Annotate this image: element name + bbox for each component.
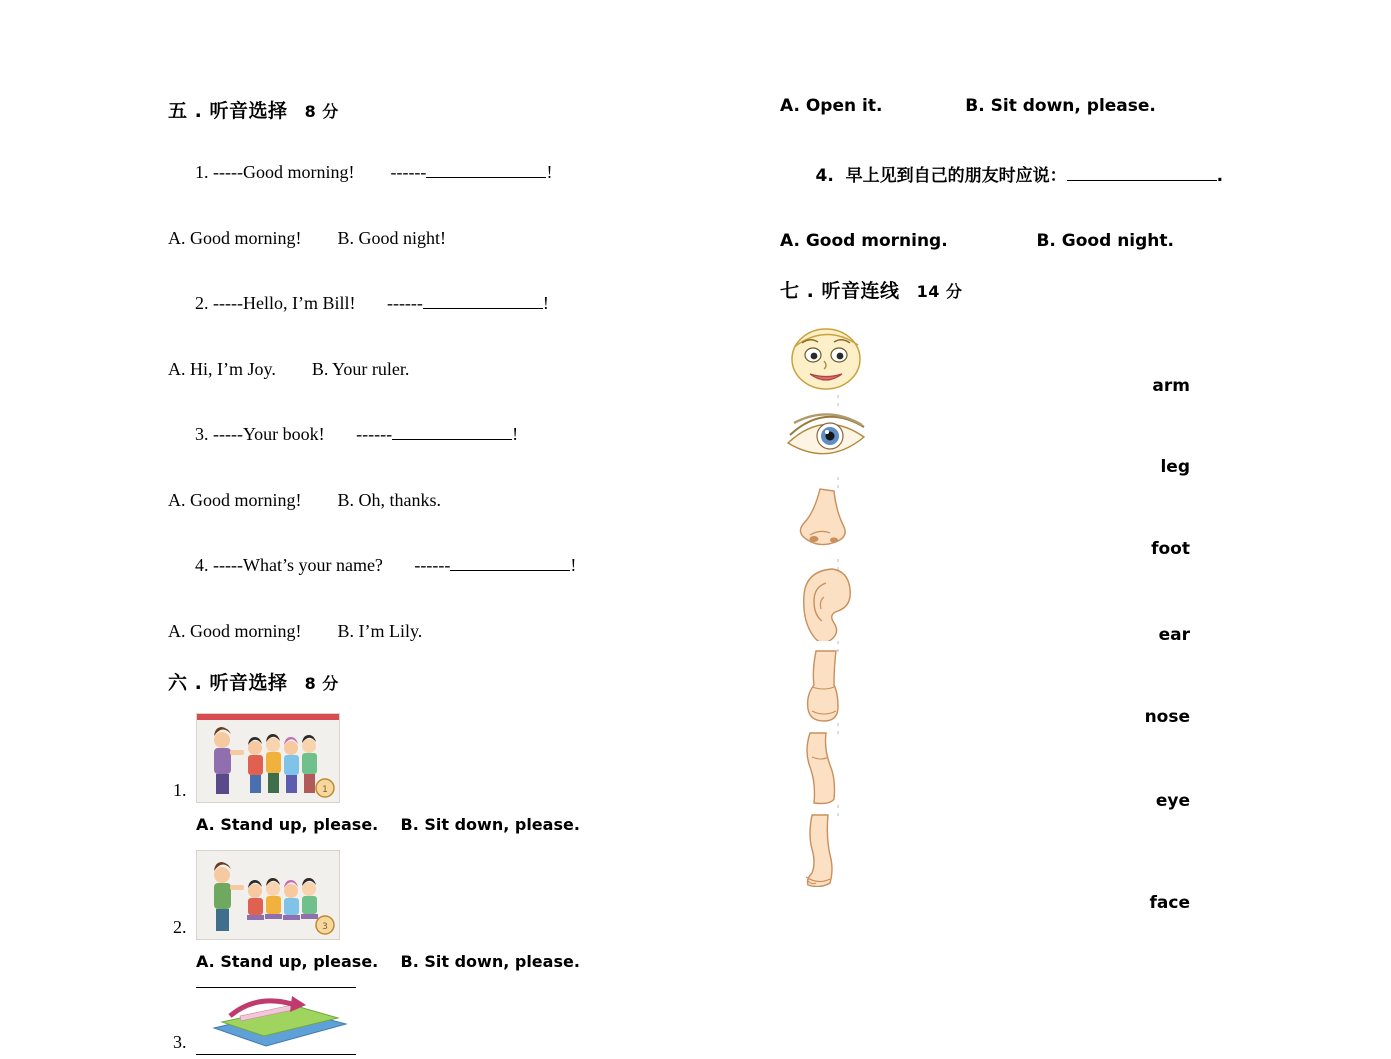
answer-blank[interactable] (426, 177, 546, 178)
right-question-4-options[interactable]: A. Good morning. B. Good night. (780, 231, 1174, 251)
section-five-heading (168, 96, 728, 123)
question-2-options[interactable]: A. Hi, I’m Joy. B. Your ruler. (168, 359, 410, 379)
picture-question-1-number: 1. (173, 780, 187, 800)
match-word-face[interactable]: face (1149, 893, 1190, 913)
section-seven-title: 七 . 听音连线 (780, 280, 900, 302)
classroom-standing-icon (196, 713, 340, 803)
question-4-text: 4. -----What’s your name? ------ (195, 555, 451, 575)
question-3 (168, 403, 728, 466)
matching-exercise (780, 321, 1280, 961)
foot-icon[interactable] (780, 649, 872, 723)
section-seven-points: 14 分 (916, 282, 963, 301)
right-question-4 (780, 141, 1280, 206)
section-six-heading (168, 668, 728, 695)
svg-text:1: 1 (322, 785, 328, 795)
match-word-leg[interactable]: leg (1160, 457, 1190, 477)
question-1-options[interactable]: A. Good morning! B. Good night! (168, 228, 446, 248)
question-3-text: 3. -----Your book! ------ (195, 424, 393, 444)
question-1 (168, 141, 728, 204)
question-4-tail: ! (570, 555, 577, 575)
classroom-sitting-icon (196, 850, 340, 940)
section-six-title: 六 . 听音选择 (168, 672, 288, 694)
answer-blank[interactable] (450, 570, 570, 571)
leg-icon[interactable] (780, 813, 872, 887)
answer-blank[interactable] (392, 439, 512, 440)
ear-icon[interactable] (780, 567, 872, 641)
svg-text:3: 3 (322, 922, 328, 932)
pencil-box-icon (196, 987, 356, 1055)
picture-question-3 (168, 987, 728, 1055)
question-2-text: 2. -----Hello, I’m Bill! ------ (195, 293, 423, 313)
picture-question-1 (168, 713, 728, 803)
question-1-text: 1. -----Good morning! ------ (195, 162, 427, 182)
match-word-arm[interactable]: arm (1152, 376, 1190, 396)
right-column (780, 96, 1280, 961)
picture-question-2 (168, 850, 728, 940)
match-word-foot[interactable]: foot (1151, 539, 1190, 559)
picture-question-2-number: 2. (173, 917, 187, 937)
right-top-options[interactable]: A. Open it. B. Sit down, please. (780, 96, 1156, 116)
eye-icon[interactable] (780, 403, 872, 477)
left-column (168, 96, 728, 1059)
picture-question-2-options[interactable]: A. Stand up, please. B. Sit down, please. (196, 952, 580, 971)
section-six-points: 8 分 (304, 674, 339, 693)
question-4-options[interactable]: A. Good morning! B. I’m Lily. (168, 621, 423, 641)
answer-blank[interactable] (423, 308, 543, 309)
picture-question-1-options[interactable]: A. Stand up, please. B. Sit down, please. (196, 815, 580, 834)
nose-icon[interactable] (780, 485, 872, 559)
face-icon[interactable] (780, 321, 872, 395)
question-1-tail: ! (546, 162, 553, 182)
question-2-tail: ! (542, 293, 549, 313)
question-4 (168, 534, 728, 597)
section-five-points: 8 分 (304, 102, 339, 121)
question-2 (168, 272, 728, 335)
right-question-4-text: 4. 早上见到自己的朋友时应说： (815, 166, 1067, 186)
question-3-tail: ! (512, 424, 519, 444)
match-word-eye[interactable]: eye (1155, 791, 1190, 811)
section-seven-heading (780, 276, 1280, 303)
match-word-ear[interactable]: ear (1158, 625, 1190, 645)
picture-question-3-number: 3. (173, 1032, 187, 1052)
arm-icon[interactable] (780, 731, 872, 805)
match-word-nose[interactable]: nose (1144, 707, 1190, 727)
right-question-4-tail: . (1216, 166, 1224, 186)
question-3-options[interactable]: A. Good morning! B. Oh, thanks. (168, 490, 441, 510)
section-five-title: 五 . 听音选择 (168, 100, 288, 122)
answer-blank[interactable] (1067, 180, 1217, 181)
